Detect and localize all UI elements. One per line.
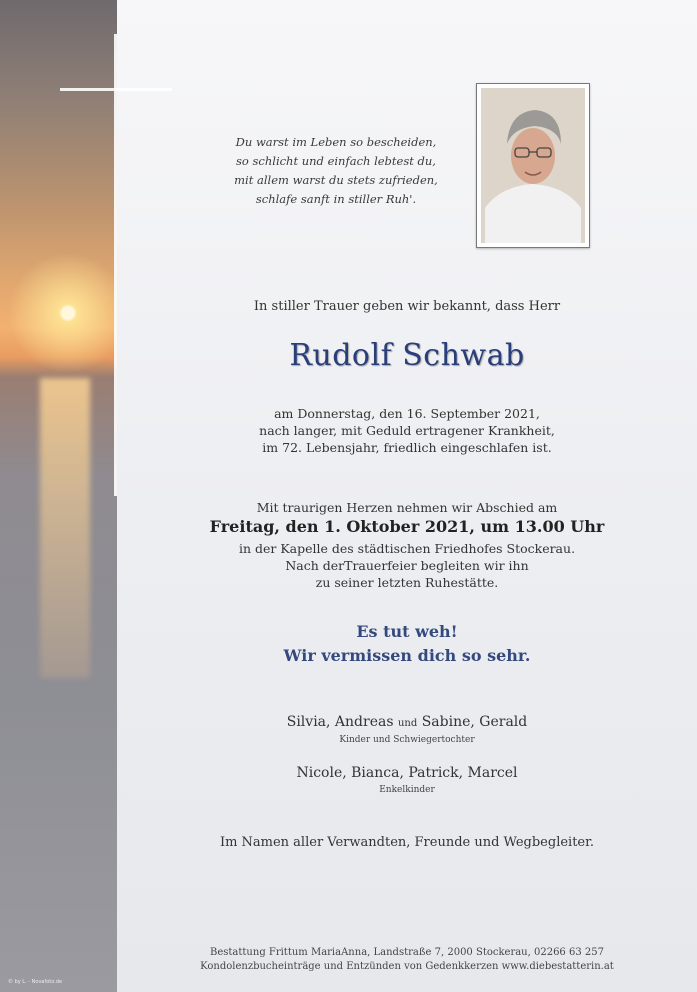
quote-line: Wir vermissen dich so sehr. — [283, 646, 531, 665]
portrait-photo — [481, 88, 585, 243]
deceased-name: Rudolf Schwab — [289, 338, 525, 373]
announcement-intro: In stiller Trauer geben wir bekannt, dass Herr — [253, 299, 561, 314]
memorial-poem — [200, 133, 472, 209]
funeral-home-footer — [117, 946, 697, 974]
poem-line: mit allem warst du stets zufrieden, — [234, 173, 438, 187]
portrait-photo-frame — [476, 83, 590, 248]
portrait-silhouette-icon — [481, 88, 585, 243]
death-line: nach langer, mit Geduld ertragener Krankheit, — [259, 423, 555, 438]
poem-line: Du warst im Leben so bescheiden, — [235, 135, 437, 149]
grandchildren-label: Enkelkinder — [379, 785, 435, 795]
sun-reflection — [40, 378, 90, 678]
children-label: Kinder und Schwiegertochter — [339, 735, 475, 745]
grandchildren-names: Nicole, Bianca, Patrick, Marcel — [296, 765, 518, 781]
death-line: im 72. Lebensjahr, friedlich eingeschlafen ist. — [262, 440, 552, 455]
poem-line: so schlicht und einfach lebtest du, — [236, 154, 436, 168]
chapel-line: in der Kapelle des städtischen Friedhofes Stockerau. — [238, 541, 576, 556]
footer-line: Bestattung Frittum MariaAnna, Landstraße 7, 2000 Stockerau, 02266 63 257 — [210, 947, 604, 958]
death-line: am Donnerstag, den 16. September 2021, — [274, 406, 540, 421]
sunset-sea-image — [0, 0, 117, 992]
children-names — [117, 714, 697, 730]
farewell-text: Mit traurigen Herzen nehmen wir Abschied am — [256, 500, 558, 515]
footer-line: Kondolenzbucheinträge und Entzünden von Gedenkkerzen www.diebestatterin.at — [200, 961, 614, 972]
conjunction-und: und — [397, 718, 418, 729]
cross-horizontal-bar — [60, 88, 172, 91]
memorial-quote — [117, 620, 697, 668]
poem-line: schlafe sanft in stiller Ruh'. — [255, 192, 417, 206]
chapel-details — [117, 540, 697, 591]
children-names-b: Sabine, Gerald — [421, 714, 528, 730]
quote-line: Es tut weh! — [356, 622, 458, 641]
chapel-line: Nach derTrauerfeier begleiten wir ihn — [285, 558, 529, 573]
relatives-line: Im Namen aller Verwandten, Freunde und Wegbegleiter. — [219, 835, 595, 850]
funeral-date: Freitag, den 1. Oktober 2021, um 13.00 Uhr — [209, 517, 605, 536]
children-names-a: Silvia, Andreas — [286, 714, 394, 730]
death-details — [117, 405, 697, 456]
chapel-line: zu seiner letzten Ruhestätte. — [315, 575, 499, 590]
image-copyright: © by L. - Novafoto.de — [8, 979, 63, 985]
